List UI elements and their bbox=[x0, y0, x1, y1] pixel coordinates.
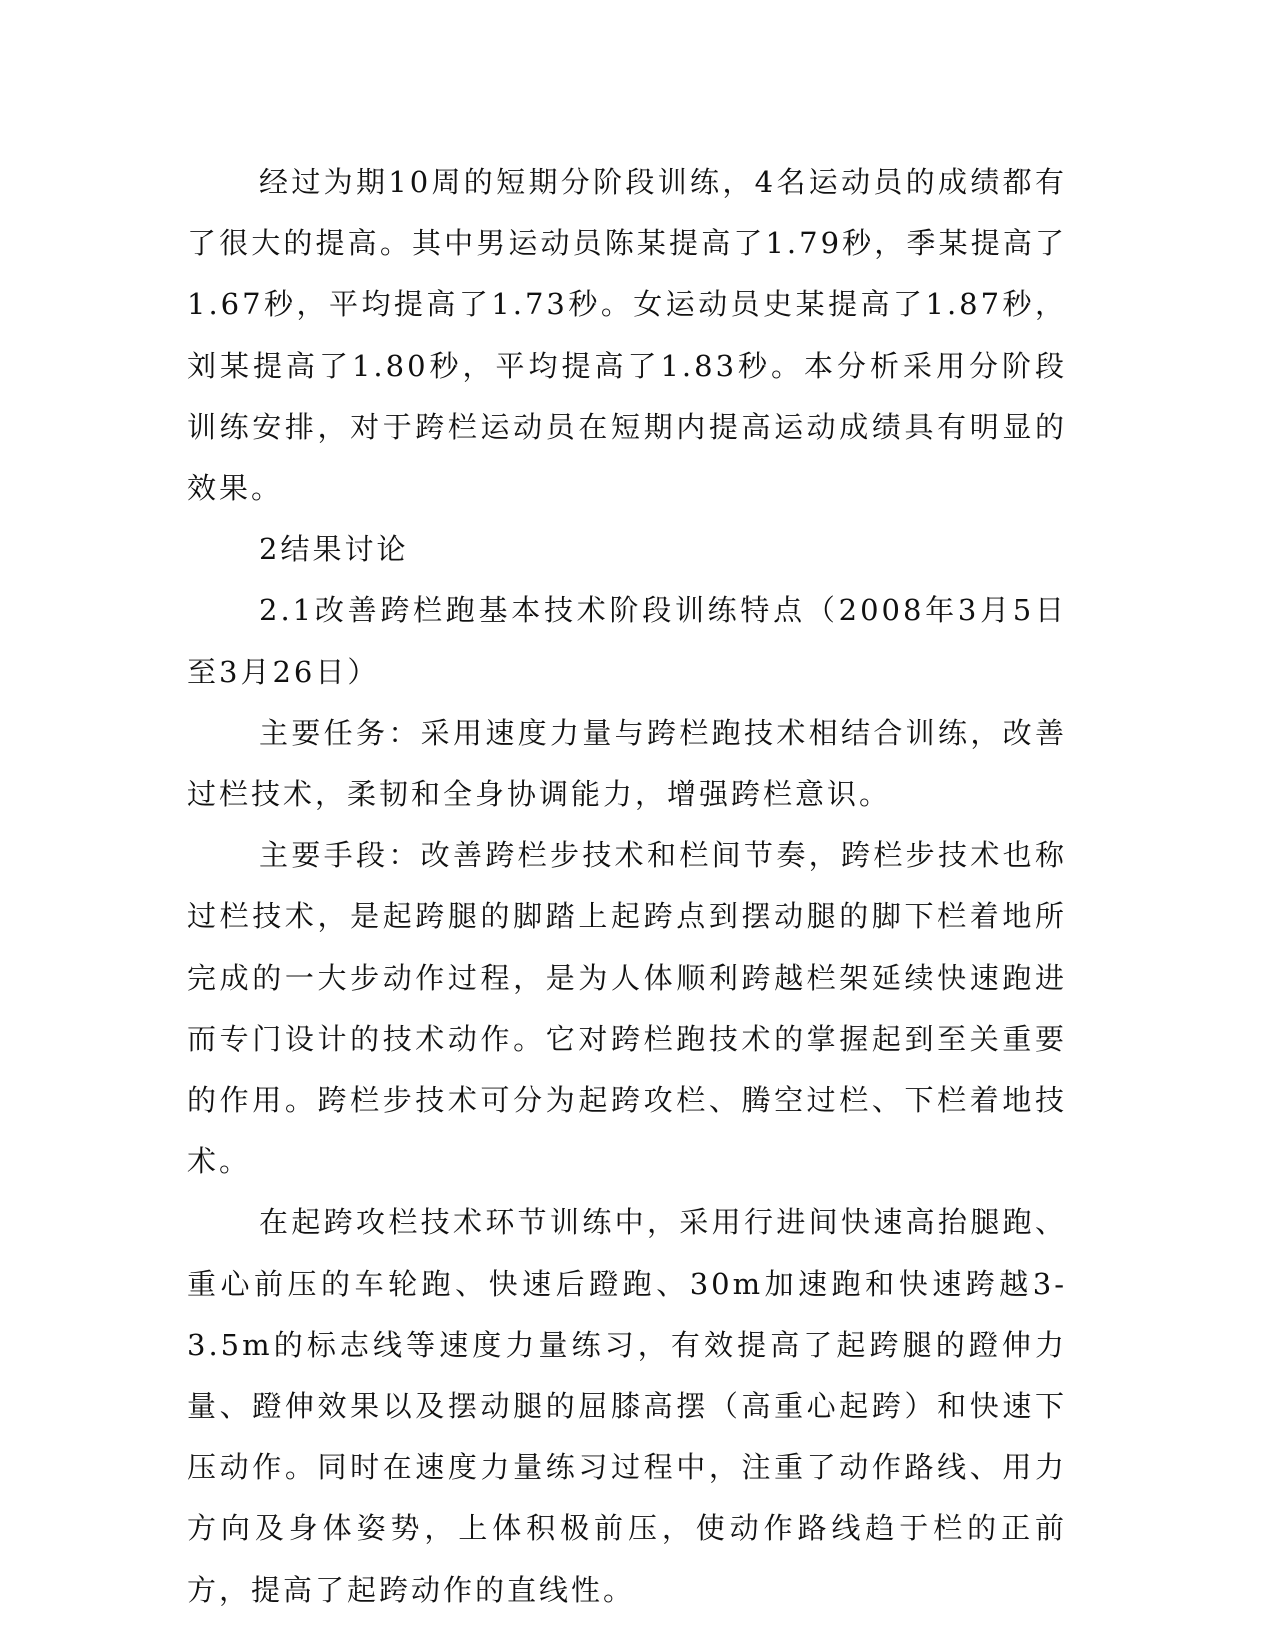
paragraph-main-tasks: 主要任务：采用速度力量与跨栏跑技术相结合训练，改善过栏技术，柔韧和全身协调能力，增强跨栏意识。 bbox=[187, 715, 1067, 812]
paragraph-main-methods: 主要手段：改善跨栏步技术和栏间节奏，跨栏步技术也称过栏技术，是起跨腿的脚踏上起跨点到摆动腿的脚下栏着地所完成的一大步动作过程，是为人体顺利跨越栏架延续快速跑进而专门设计的技术动作。它对跨栏跑技术的掌握起到至关重要的作用。跨栏步技术可分为起跨攻栏、腾空过栏、下栏着地技术。 bbox=[187, 838, 1067, 1179]
paragraph-takeoff-training: 在起跨攻栏技术环节训练中，采用行进间快速高抬腿跑、重心前压的车轮跑、快速后蹬跑、30m加速跑和快速跨越3-3.5m的标志线等速度力量练习，有效提高了起跨腿的蹬伸力量、蹬伸效果以及摆动腿的屈膝高摆（高重心起跨）和快速下压动作。同时在速度力量练习过程中，注重了动作路线、用力方向及身体姿势，上体积极前压，使动作路线趋于栏的正前方，提高了起跨动作的直线性。 bbox=[187, 1205, 1067, 1607]
body-text bbox=[187, 152, 1067, 1621]
paragraph-results-summary: 经过为期10周的短期分阶段训练，4名运动员的成绩都有了很大的提高。其中男运动员陈某提高了1.79秒，季某提高了1.67秒，平均提高了1.73秒。女运动员史某提高了1.87秒，刘某提高了1.80秒，平均提高了1.83秒。本分析采用分阶段训练安排，对于跨栏运动员在短期内提高运动成绩具有明显的效果。 bbox=[187, 165, 1067, 506]
subsection-heading-2-1: 2.1改善跨栏跑基本技术阶段训练特点（2008年3月5日至3月26日） bbox=[187, 593, 1067, 689]
section-heading-results-discussion: 2结果讨论 bbox=[259, 532, 409, 567]
